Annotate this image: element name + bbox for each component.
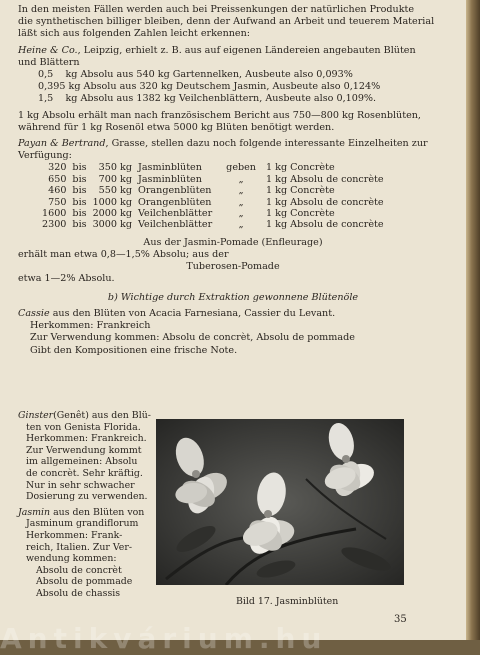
figure-caption: Bild 17. Jasminblüten (236, 596, 339, 607)
cassie-name: Cassie (18, 307, 50, 319)
table-cell: 3000 kg (92, 219, 132, 231)
table-cell: 750 (48, 196, 67, 208)
cassie-line-rest: aus den Blüten von Acacia Farnesiana, Cassier du Levant. (49, 307, 336, 319)
table-cell: „ (238, 185, 244, 197)
ginster-line-rest: (Genêt) aus den Blü- (53, 410, 151, 421)
table-cell: „ (238, 173, 244, 185)
table-cell: 1000 kg (92, 196, 132, 208)
table-cell: bis (72, 208, 87, 220)
ginster-line: im allgemeinen: Absolu (26, 456, 138, 468)
jasmine-photo (156, 419, 404, 585)
table-row (42, 185, 390, 196)
table-cell: 2000 kg (92, 208, 132, 220)
table-cell: bis (72, 173, 87, 185)
table-cell: 550 kg (98, 185, 132, 197)
main-text (18, 4, 448, 357)
table-cell: 2300 (42, 219, 67, 231)
table-cell: Veilchenblätter (137, 208, 213, 220)
ginster-line: Dosierung zu verwenden. (26, 491, 148, 503)
ginster-line (18, 410, 154, 422)
intro-line: In den meisten Fällen werden auch bei Preissenkungen der natürlichen Produkte (18, 4, 415, 15)
ginster-line: Nur in sehr schwacher (26, 479, 135, 491)
table-cell: bis (72, 185, 87, 197)
table-row (42, 219, 390, 230)
jasmin-line: Herkommen: Frank- (26, 529, 123, 541)
table-cell: 1 kg Concrète (266, 162, 335, 174)
table-cell: bis (72, 196, 87, 208)
book-spine (466, 0, 480, 640)
table-cell: 460 (48, 185, 67, 197)
section-heading: b) Wichtige durch Extraktion gewonnene Blütenöle (107, 291, 359, 303)
intro-line: die synthetischen billiger bleiben, denn der Aufwand an Arbeit und teuerem Material (18, 16, 435, 28)
table-cell: bis (72, 219, 87, 231)
enfleurage-line: erhält man etwa 0,8—1,5% Absolu; aus der (18, 249, 229, 261)
table-cell: 1 kg Absolu de concrète (266, 219, 384, 231)
enfleurage-line: Aus der Jasmin-Pomade (Enfleurage) (143, 236, 323, 248)
table-cell: Jasminblüten (137, 173, 202, 185)
table-cell: 700 kg (98, 173, 132, 185)
table-cell: Orangenblüten (137, 185, 212, 197)
table-cell: 1 kg Absolu de concrète (266, 196, 384, 208)
cassie-line: Zur Verwendung kommen: Absolu de concrèt, Absolu de pommade (30, 332, 355, 344)
rose-line: 1 kg Absolu erhält man nach französischem Bericht aus 750—800 kg Rosenblüten, (18, 109, 421, 121)
table-cell: geben (226, 162, 256, 174)
enfleurage-line: Tuberosen-Pomade (186, 261, 280, 273)
table-row (42, 162, 390, 173)
payan-name: Payan & Bertrand (18, 138, 106, 150)
ginster-name: Ginster (18, 410, 54, 421)
heine-line-rest: , Leipzig, erhielt z. B. aus auf eigenen Ländereien angebauten Blüten (77, 44, 416, 56)
table-cell: 320 (48, 162, 67, 174)
ginster-line: de concrèt. Sehr kräftig. (26, 467, 143, 479)
jasmin-line (18, 507, 154, 519)
table-cell: 1 kg Absolu de concrète (266, 173, 384, 185)
rose-line: während für 1 kg Rosenöl etwa 5000 kg Blüten benötigt werden. (18, 121, 335, 133)
payan-line-rest: , Grasse, stellen dazu noch folgende interessante Einzelheiten zur (105, 138, 428, 150)
table-cell: 350 kg (98, 162, 132, 174)
heine-row: 0,5 kg Absolu aus 540 kg Gartennelken, Ausbeute also 0,093% (38, 69, 353, 81)
table-cell: bis (72, 162, 87, 174)
enfleurage-line: etwa 1—2% Absolu. (18, 273, 115, 285)
jasmin-line: Absolu de concrèt (36, 564, 122, 576)
table-cell: 1 kg Concrète (266, 185, 335, 197)
table-cell: Jasminblüten (137, 162, 202, 174)
table-cell: „ (238, 219, 244, 231)
payan-line (18, 138, 448, 150)
heine-name: Heine & Co. (18, 44, 78, 56)
page-number: 35 (394, 614, 407, 625)
jasmin-line: Jasminum grandiflorum (26, 518, 139, 530)
table-cell: „ (238, 196, 244, 208)
table-row (42, 197, 390, 208)
table-cell: „ (238, 208, 244, 220)
intro-line: läßt sich aus folgenden Zahlen leicht erkennen: (18, 28, 251, 40)
table-cell: 650 (48, 173, 67, 185)
table-cell: 1 kg Concrète (266, 208, 335, 220)
heine-line (18, 45, 448, 57)
table-cell: Orangenblüten (137, 196, 212, 208)
heine-row: 0,395 kg Absolu aus 320 kg Deutschem Jasmin, Ausbeute also 0,124% (38, 81, 381, 93)
ginster-line: Herkommen: Frankreich. (26, 433, 147, 445)
table-row (42, 208, 390, 219)
cassie-line (18, 308, 448, 320)
yield-table (42, 162, 390, 230)
jasmin-line-rest: aus den Blüten von (50, 506, 145, 518)
heine-row: 1,5 kg Absolu aus 1382 kg Veilchenblättern, Ausbeute also 0,109%. (38, 93, 377, 105)
jasmin-line: Absolu de chassis (36, 587, 121, 599)
left-column (18, 410, 154, 600)
table-row (42, 174, 390, 185)
ginster-line: Zur Verwendung kommt (26, 444, 142, 456)
watermark: Antikvárium.hu (0, 622, 328, 655)
jasmin-line: wendung kommen: (26, 553, 117, 565)
jasmin-line: Absolu de pommade (36, 576, 133, 588)
table-cell: 1600 (42, 208, 67, 220)
cassie-line: Herkommen: Frankreich (30, 320, 151, 332)
payan-line2: Verfügung: (18, 150, 72, 162)
heine-line2: und Blättern (18, 56, 80, 68)
ginster-line: ten von Genista Florida. (26, 421, 141, 433)
jasmin-name: Jasmin (18, 506, 51, 518)
jasmine-flowers-illustration (156, 419, 404, 585)
cassie-line: Gibt den Kompositionen eine frische Note. (30, 344, 238, 356)
jasmin-line: reich, Italien. Zur Ver- (26, 541, 132, 553)
table-cell: Veilchenblätter (137, 219, 213, 231)
